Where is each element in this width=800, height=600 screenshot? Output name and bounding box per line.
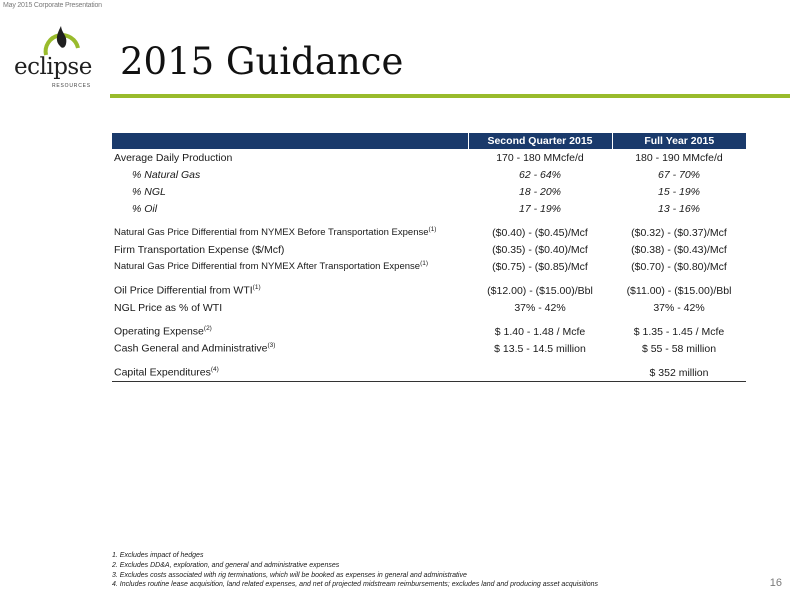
footnote-item: 3. Excludes costs associated with rig terminations, which will be booked as expenses in general and administrative xyxy=(112,571,467,579)
row-label xyxy=(112,364,468,382)
spacer-row xyxy=(112,316,746,323)
q2-value: ($0.40) - ($0.45)/Mcf xyxy=(492,226,588,239)
row-label-text: Natural Gas Price Differential from NYMEX Before Transportation Expense xyxy=(114,227,429,239)
table-row xyxy=(112,340,746,357)
row-label: NGL Price as % of WTI xyxy=(114,301,223,314)
table-row xyxy=(112,282,746,299)
q2-value: $ 13.5 - 14.5 million xyxy=(494,342,586,355)
fy-value: 15 - 19% xyxy=(657,185,701,198)
table-row xyxy=(112,149,746,166)
footnote-item: 4. Includes routine lease acquisition, land related expenses, and net of projected midstream reimbursements; excludes land and producing asset acquisitions xyxy=(112,581,599,589)
row-label xyxy=(112,258,468,275)
q2-value: $ 1.40 - 1.48 / Mcfe xyxy=(494,325,586,338)
row-label-text: Cash General and Administrative xyxy=(114,342,268,355)
footnote-ref: (4) xyxy=(210,366,219,374)
table-row xyxy=(112,200,746,217)
footnote-ref: (1) xyxy=(420,260,429,268)
row-label: Firm Transportation Expense ($/Mcf) xyxy=(114,243,285,256)
q2-value: 18 - 20% xyxy=(518,185,562,198)
table-row xyxy=(112,224,746,241)
spacer-row xyxy=(112,357,746,364)
fy-value: $ 1.35 - 1.45 / Mcfe xyxy=(633,325,725,338)
footnote-ref: (1) xyxy=(428,226,437,234)
row-label xyxy=(112,224,468,241)
row-label: Average Daily Production xyxy=(114,151,233,164)
q2-value: ($0.75) - ($0.85)/Mcf xyxy=(492,260,588,273)
fy-value: $ 55 - 58 million xyxy=(641,342,717,355)
row-label xyxy=(112,282,468,299)
footnote-ref: (1) xyxy=(252,284,261,292)
q2-value xyxy=(468,364,612,382)
header-blank-cell xyxy=(112,133,468,149)
guidance-table xyxy=(112,133,746,382)
row-label: % NGL xyxy=(132,185,166,198)
table-row xyxy=(112,364,746,382)
row-label xyxy=(112,323,468,340)
fy-value: ($11.00) - ($15.00)/Bbl xyxy=(626,284,732,297)
footnote-item: 2. Excludes DD&A, exploration, and general and administrative expenses xyxy=(112,561,340,569)
table-header-row xyxy=(112,133,746,149)
fy-value: ($0.70) - ($0.80)/Mcf xyxy=(631,260,727,273)
table-row xyxy=(112,258,746,275)
footnote-ref: (3) xyxy=(267,342,276,350)
title-divider xyxy=(110,94,790,98)
table-row xyxy=(112,183,746,200)
page-number: 16 xyxy=(769,577,782,589)
logo-wordmark: eclipse xyxy=(14,54,92,80)
column-header-fy: Full Year 2015 xyxy=(612,133,746,149)
column-header-q2: Second Quarter 2015 xyxy=(468,133,612,149)
table-row xyxy=(112,299,746,316)
row-label: % Oil xyxy=(132,202,158,215)
q2-value: ($12.00) - ($15.00)/Bbl xyxy=(487,284,593,297)
fy-value: ($0.38) - ($0.43)/Mcf xyxy=(631,243,727,256)
row-label-text: Capital Expenditures xyxy=(114,366,211,379)
fy-value: ($0.32) - ($0.37)/Mcf xyxy=(631,226,727,239)
row-label xyxy=(112,340,468,357)
table-row xyxy=(112,166,746,183)
spacer-row xyxy=(112,217,746,224)
row-label-text: Operating Expense xyxy=(114,325,204,338)
footnotes xyxy=(112,551,598,590)
fy-value: 13 - 16% xyxy=(657,202,701,215)
fy-value: 180 - 190 MMcfe/d xyxy=(635,151,723,164)
q2-value: 170 - 180 MMcfe/d xyxy=(496,151,584,164)
logo-subtext: RESOURCES xyxy=(52,83,91,89)
row-label-text: Oil Price Differential from WTI xyxy=(114,284,253,297)
row-label: % Natural Gas xyxy=(132,168,201,181)
fy-value: $ 352 million xyxy=(612,364,746,382)
q2-value: 62 - 64% xyxy=(518,168,562,181)
table-row xyxy=(112,323,746,340)
table-row xyxy=(112,241,746,258)
footnote-item: 1. Excludes impact of hedges xyxy=(112,552,204,559)
row-label-text: Natural Gas Price Differential from NYMEX After Transportation Expense xyxy=(114,261,421,273)
q2-value: 37% - 42% xyxy=(514,301,566,314)
company-logo xyxy=(14,22,104,102)
page-title: 2015 Guidance xyxy=(120,40,404,83)
q2-value: ($0.35) - ($0.40)/Mcf xyxy=(492,243,588,256)
spacer-row xyxy=(112,275,746,282)
q2-value: 17 - 19% xyxy=(518,202,562,215)
footnote-ref: (2) xyxy=(203,325,212,333)
fy-value: 37% - 42% xyxy=(653,301,705,314)
presentation-label: May 2015 Corporate Presentation xyxy=(3,2,102,9)
fy-value: 67 - 70% xyxy=(657,168,701,181)
